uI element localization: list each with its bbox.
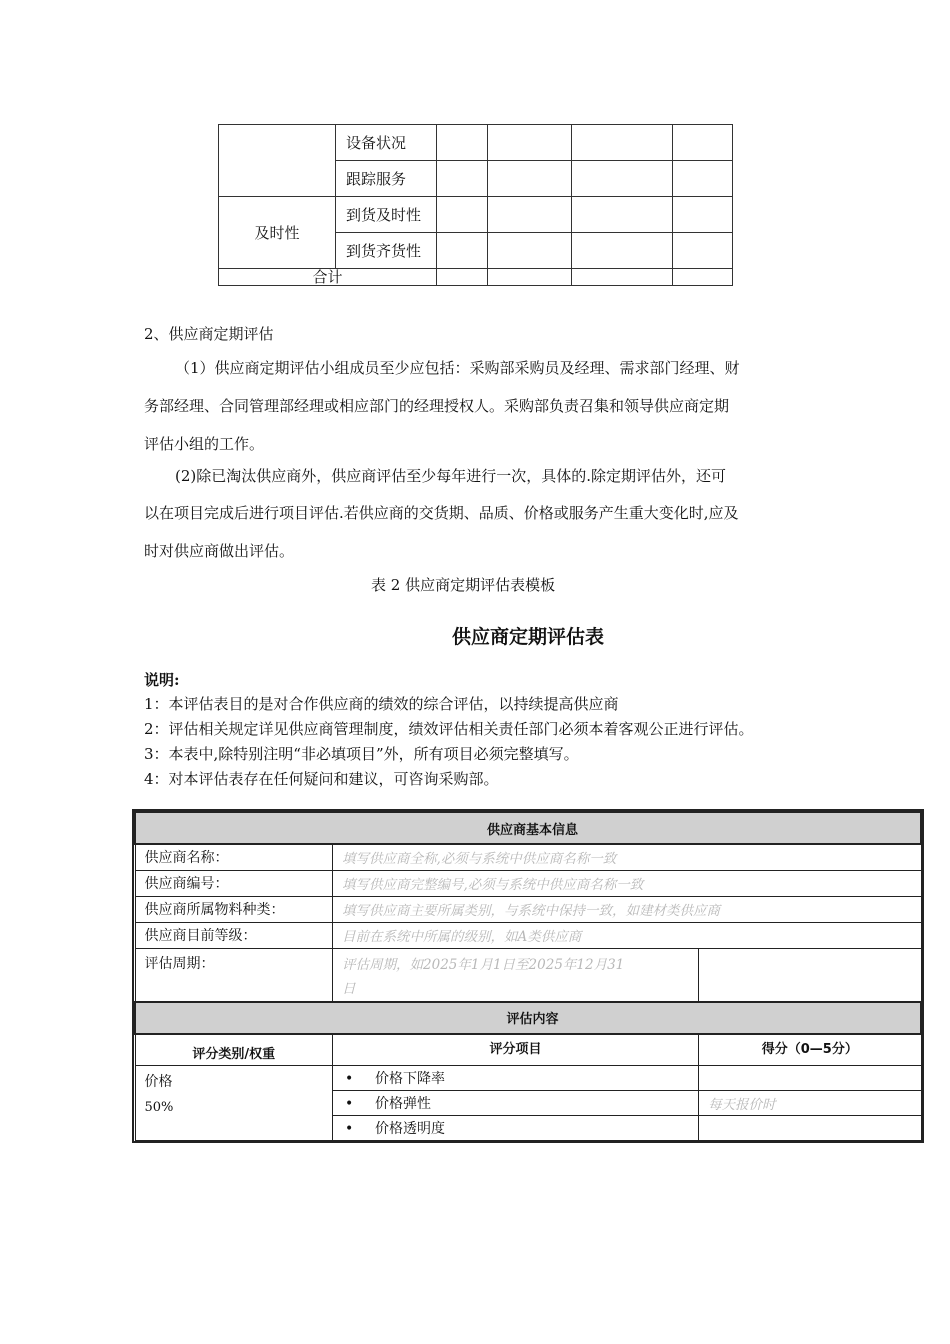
score-cell — [673, 197, 733, 233]
score-cell — [488, 233, 572, 269]
score-cell — [437, 269, 488, 286]
form-row — [135, 948, 921, 1002]
assessment-form — [134, 811, 922, 1141]
score-cell — [572, 197, 673, 233]
note-line: 4：对本评估表存在任何疑问和建议，可咨询采购部。 — [144, 770, 499, 788]
category-cell — [219, 125, 336, 197]
score-cell — [437, 197, 488, 233]
note-line: 1：本评估表目的是对合作供应商的绩效的综合评估，以持续提高供应商 — [144, 695, 619, 713]
paragraph-line: （1）供应商定期评估小组成员至少应包括：采购部采购员及经理、需求部门经理、财 — [175, 359, 740, 377]
score-table-top — [218, 124, 733, 286]
price-category-cell — [135, 1066, 333, 1141]
score-cell — [572, 125, 673, 161]
table-row — [219, 125, 733, 161]
form-row — [135, 896, 921, 922]
item-cell: 设备状况 — [336, 125, 437, 161]
col-header-item: 评分项目 — [333, 1034, 699, 1066]
period-placeholder-line: 日 — [342, 980, 356, 997]
paragraph-line: 时对供应商做出评估。 — [144, 542, 295, 560]
form-title: 供应商定期评估表 — [451, 626, 604, 648]
note-line: 2：评估相关规定详见供应商管理制度，绩效评估相关责任部门必须本着客观公正进行评估。 — [144, 720, 754, 738]
score-cell — [572, 161, 673, 197]
material-category-field[interactable]: 填写供应商主要所属类别，与系统中保持一致，如建材类供应商 — [333, 896, 921, 922]
total-label: 合计 — [219, 269, 437, 286]
table-caption: 表 2 供应商定期评估表模板 — [371, 576, 556, 594]
column-header-row — [135, 1034, 921, 1066]
score-item-label: 价格透明度 — [375, 1121, 446, 1137]
form-row — [135, 870, 921, 896]
score-cell — [488, 125, 572, 161]
score-cell — [673, 269, 733, 286]
score-cell — [488, 197, 572, 233]
score-cell — [572, 233, 673, 269]
score-cell — [488, 161, 572, 197]
price-weight: 50% — [144, 1100, 174, 1115]
score-input[interactable] — [699, 1066, 921, 1091]
supplier-code-field[interactable]: 填写供应商完整编号,必须与系统中供应商名称一致 — [333, 870, 921, 896]
content-header: 评估内容 — [135, 1002, 921, 1034]
section-header-row — [135, 812, 921, 844]
section-header-row — [135, 1002, 921, 1034]
item-cell: 跟踪服务 — [336, 161, 437, 197]
bullet: • — [345, 1121, 354, 1137]
paragraph-line: 评估小组的工作。 — [144, 435, 265, 453]
score-item-label: 价格弹性 — [375, 1096, 432, 1112]
note-line: 3：本表中,除特别注明“非必填项目”外，所有项目必须完整填写。 — [144, 745, 579, 763]
supplier-grade-field[interactable]: 目前在系统中所属的级别，如A类供应商 — [333, 922, 921, 948]
field-label: 供应商目前等级： — [135, 922, 333, 948]
table-row — [135, 1066, 921, 1091]
price-category: 价格 — [144, 1074, 173, 1090]
score-cell — [437, 125, 488, 161]
field-label: 评估周期： — [135, 948, 333, 1002]
table-row — [219, 197, 733, 233]
category-cell: 及时性 — [219, 197, 336, 269]
paragraph-line: 以在项目完成后进行项目评估.若供应商的交货期、品质、价格或服务产生重大变化时,应及 — [144, 504, 739, 522]
table-row-total — [219, 269, 733, 286]
score-item-label: 价格下降率 — [375, 1071, 446, 1087]
period-placeholder-line: 评估周期，如2025年1月1日至2025年12月31 — [342, 956, 625, 973]
paragraph-line: 务部经理、合同管理部经理或相应部门的经理授权人。采购部负责召集和领导供应商定期 — [144, 397, 730, 415]
supplier-name-field[interactable]: 填写供应商全称,必须与系统中供应商名称一致 — [333, 844, 921, 870]
item-cell: 到货及时性 — [336, 197, 437, 233]
bullet: • — [345, 1096, 354, 1112]
score-input[interactable] — [699, 1116, 921, 1141]
paragraph-line: (2)除已淘汰供应商外，供应商评估至少每年进行一次，具体的.除定期评估外，还可 — [175, 467, 727, 485]
field-label: 供应商所属物料种类： — [135, 896, 333, 922]
item-cell: 到货齐货性 — [336, 233, 437, 269]
score-cell — [437, 233, 488, 269]
col-header-category: 评分类别/权重 — [135, 1034, 333, 1066]
empty-cell — [699, 948, 921, 1002]
score-cell — [488, 269, 572, 286]
basic-info-header: 供应商基本信息 — [135, 812, 921, 844]
score-item — [333, 1091, 699, 1116]
score-input[interactable]: 每天报价时 — [699, 1091, 921, 1116]
score-cell — [437, 161, 488, 197]
assessment-period-field[interactable] — [333, 948, 699, 1002]
col-header-score: 得分（0—5分） — [699, 1034, 921, 1066]
score-cell — [572, 269, 673, 286]
bullet: • — [345, 1071, 354, 1087]
field-label: 供应商编号： — [135, 870, 333, 896]
score-item — [333, 1066, 699, 1091]
field-label: 供应商名称： — [135, 844, 333, 870]
form-row — [135, 844, 921, 870]
score-cell — [673, 233, 733, 269]
section-heading: 2、供应商定期评估 — [144, 325, 274, 343]
score-cell — [673, 161, 733, 197]
score-cell — [673, 125, 733, 161]
notes-label: 说明: — [144, 671, 180, 689]
form-row — [135, 922, 921, 948]
score-item — [333, 1116, 699, 1141]
